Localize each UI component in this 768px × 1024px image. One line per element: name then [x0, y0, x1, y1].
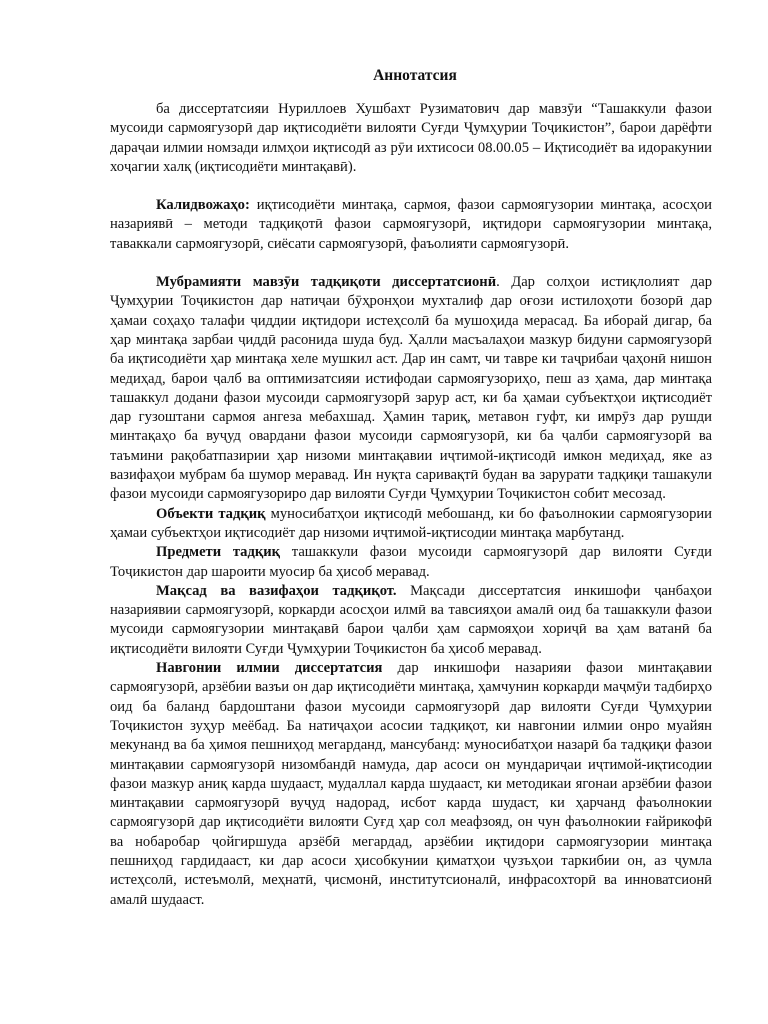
- relevance-text: . Дар солҳои истиқлолият дар Ҷумҳурии Тоҷикистон дар натиҷаи бӯҳронҳои мухталиф дар оғози истилоҳоти бозорӣ дар ҳамаи соҳаҳо талафи ҷиддии иқтидори истеҳсолӣ ба мушоҳида мерасад. Ба иборай дигар, ба ҳар минтақа зарбаи ҷиддӣ расонида шуда буд. Ҳалли масъалаҳои мазкур бидуни сармоягузорӣ ба иқтисодиёти ҳар минтақа хеле мушкил аст. Дар ин самт, чи тавре ки таҷрибаи ҷаҳонӣ нишон медиҳад, барои ҷалб ва оптимизатсияи истифодаи сармоягузориҳо, пеш аз ҳама, дар минтақа ташаккул додани фазои мусоиди сармоягузорӣ зарур аст, ки ба ҳамаи субъектҳои иқтисодиёт дар гузоштани сармоя ангеза мебахшад. Ҳамин тариқ, метавон гуфт, ки имрӯз дар рушди минтақаҳо ба вуҷуд овардани фазои мусоиди сармоягузорӣ, ки ба ҷалби сармоягузорӣ ва таъмини рақобатпазирии ҳар низоми минтақавии иҷтимой-иқтисодӣ имкон медиҳад, яке аз вазифаҳои мубрам ба шумор меравад. Ин нуқта саривақтӣ будан ва зарурати тадқиқи ташакули фазои мусоиди сармоягузориро дар вилояти Суғди Ҷумҳурии Тоҷикистон собит месозад.: [110, 274, 712, 503]
- goals-heading: Мақсад ва вазифаҳои тадқиқот.: [156, 582, 397, 599]
- subject-text: ташаккули фазои мусоиди сармоягузорӣ дар вилояти Суғди Тоҷикистон дар шароити муосир ба ҳисоб меравад.: [110, 544, 712, 580]
- relevance-heading: Мубрамияти мавзӯи тадқиқоти диссертатсионӣ: [156, 274, 497, 291]
- object-text: муносибатҳои иқтисодӣ мебошанд, ки бо фаъолнокии сармоягузории ҳамаи субъектҳои иқтисодиёт дар низоми иҷтимой-иқтисодии минтақа марбутанд.: [110, 505, 712, 541]
- intro-text: ба диссертатсияи Нуриллоев Хушбахт Рузиматович дар мавзӯи “Ташаккули фазои мусоиди сармоягузорӣ дар иқтисодиёти вилояти Суғди Ҷумҳурии Тоҷикистон”, барои дарёфти дараҷаи илмии номзади илмҳои иқтисодӣ аз рӯи ихтисоси 08.00.05 – Иқтисодиёт ва идоракунии хоҷагии халқ (иқтисодиёти минтақавӣ).: [110, 101, 712, 175]
- subject-heading: Предмети тадқиқ: [156, 544, 281, 561]
- subject-paragraph: [110, 543, 712, 582]
- novelty-paragraph: [110, 659, 712, 910]
- keywords-heading: Калидвожаҳо:: [156, 197, 250, 214]
- goals-paragraph: [110, 582, 712, 659]
- object-heading: Объекти тадқиқ: [156, 505, 266, 522]
- object-paragraph: [110, 505, 712, 544]
- relevance-paragraph: [110, 273, 712, 505]
- novelty-heading: Навгонии илмии диссертатсия: [156, 660, 383, 677]
- goals-text: Мақсади диссертатсия инкишофи ҷанбаҳои назариявии сармоягузорӣ, коркарди асосҳои илмӣ ва тавсияҳои амалӣ оид ба ташаккули фазои мусоиди сармоягузории минтақавӣ барои ҷалби ҳам сармояҳои хориҷӣ ва ҳам ватанӣ ба иқтисодиёти вилояти Суғди Ҷумҳурии Тоҷикистон ба ҳисоб меравад.: [110, 582, 712, 657]
- keywords-paragraph: [110, 196, 712, 254]
- intro-paragraph: [110, 100, 712, 177]
- novelty-text: дар инкишофи назарияи фазои минтақавии сармоягузорӣ, арзёбии вазъи он дар иқтисодиёти минтақа, ҳамчунин коркарди маҷмӯи тадбирҳо оид ба баланд бардоштани фазои мусоиди сармоягузорӣ дар вилояти Суғди Ҷумҳурии Тоҷикистон зуҳур меёбад. Ба натиҷаҳои асосии тадқиқот, ки навгонии илмии онро муайян мекунанд ва ба ҳимоя пешниҳод мегарданд, мансубанд: муносибатҳои назарӣ ба тадқиқи фазои минтақавии сармоягузорӣ низомбандӣ намуда, дар асоси он мундариҷаи иҷтимой-иқтисодии фазои мазкур аниқ карда шудааст, мудаллал карда шудааст, ки методикаи ягонаи арзёбии фазои минтақавии сармоягузорӣ вуҷуд надорад, исбот карда шудаст, ки ҳарчанд фаъолнокии сармоягузорӣ дар иқтисодиёти вилояти Суғд ҳар сол меафзояд, он чун фаъолнокии ғайрикофӣ ва нобаробар ҷойгиршуда арзёбӣ мегардад, арзёбии иқтидори сармоягузории минтақа пешниҳод гардидааст, ки дар асоси ҳисобкунии қиматҳои ҷузъҳои таркибии он, аз ҷумла истеҳсолӣ, истеъмолӣ, меҳнатӣ, ҷисмонӣ, институтсионалӣ, инфрасохторӣ ва инноватсионӣ амалӣ шудааст.: [110, 660, 713, 908]
- document-title: Аннотатсия: [373, 67, 457, 84]
- keywords-text: иқтисодиёти минтақа, сармоя, фазои сармоягузории минтақа, асосҳои назариявӣ – методи тадқиқотӣ фазои сармоягузорӣ, иқтидори сармоягузории минтақа, таваккали сармоягузорӣ, сиёсати сармоягузорӣ, фаъолияти сармоягузорӣ.: [110, 197, 712, 252]
